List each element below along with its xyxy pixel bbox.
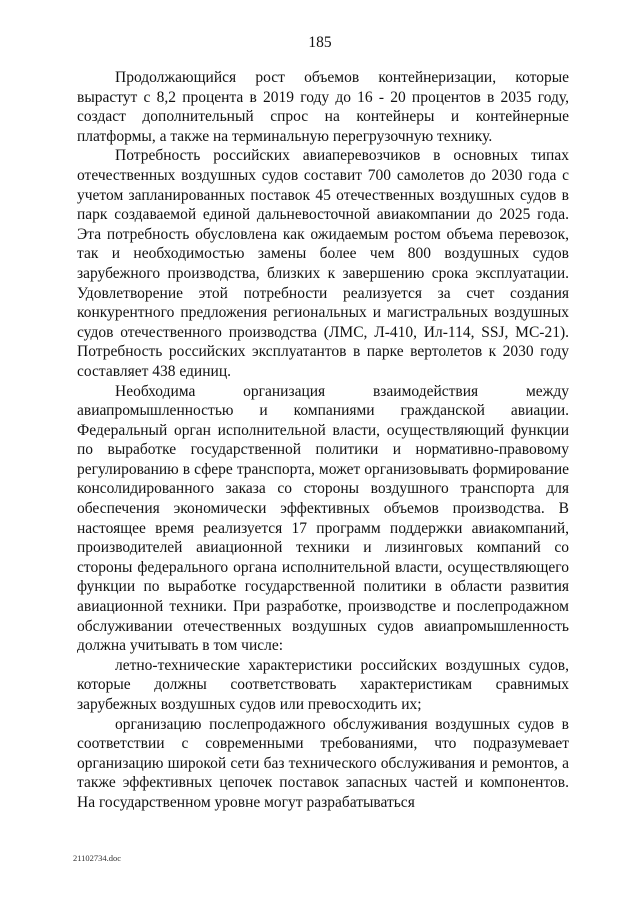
document-footer: 21102734.doc <box>73 853 122 863</box>
paragraph-cooperation: Необходима организация взаимодействия между авиапромышленностью и компаниями гражданской авиации. Федеральный орган исполнительной власти, осуществляющий функции по выработке государственной политики и нормативно-правовому регулированию в сфере транспорта, может организовывать формирование консолидированного заказа со стороны воздушного транспорта для обеспечения экономически эффективных объемов производства. В настоящее время реализуется 17 программ поддержки авиакомпаний, производителей авиационной техники и лизинговых компаний со стороны федерального органа исполнительной власти, осуществляющего функции по выработке государственной политики в области развития авиационной техники. При разработке, производстве и послепродажном обслуживании отечественных воздушных судов авиапромышленность должна учитывать в том числе: <box>77 382 569 655</box>
paragraph-flight-characteristics: летно-технические характеристики российских воздушных судов, которые должны соответствовать характеристикам сравнимых зарубежных воздушных судов или превосходить их; <box>77 656 569 713</box>
document-body <box>77 68 569 813</box>
paragraph-containerization: Продолжающийся рост объемов контейнеризации, которые вырастут с 8,2 процента в 2019 году до 16 - 20 процентов в 2035 году, создаст дополнительный спрос на контейнеры и контейнерные платформы, а также на терминальную перегрузочную технику. <box>77 69 569 145</box>
page-number: 185 <box>308 34 332 51</box>
paragraph-after-sales-service: организацию послепродажного обслуживания воздушных судов в соответствии с современными требованиями, что подразумевает организацию широкой сети баз технического обслуживания и ремонтов, а также эффективных цепочек поставок запасных частей и компонентов. На государственном уровне могут разрабатываться <box>77 715 569 811</box>
paragraph-aircraft-demand: Потребность российских авиаперевозчиков в основных типах отечественных воздушных судов составит 700 самолетов до 2030 года с учетом запланированных поставок 45 отечественных воздушных судов в парк создаваемой единой дальневосточной авиакомпании до 2025 года. Эта потребность обусловлена как ожидаемым ростом объема перевозок, так и необходимостью замены более чем 800 воздушных судов зарубежного производства, близких к завершению срока эксплуатации. Удовлетворение этой потребности реализуется за счет создания конкурентного предложения региональных и магистральных воздушных судов отечественного производства (ЛМС, Л-410, Ил-114, SSJ, МС-21). Потребность российских эксплуатантов в парке вертолетов к 2030 году составляет 438 единиц. <box>77 147 569 380</box>
